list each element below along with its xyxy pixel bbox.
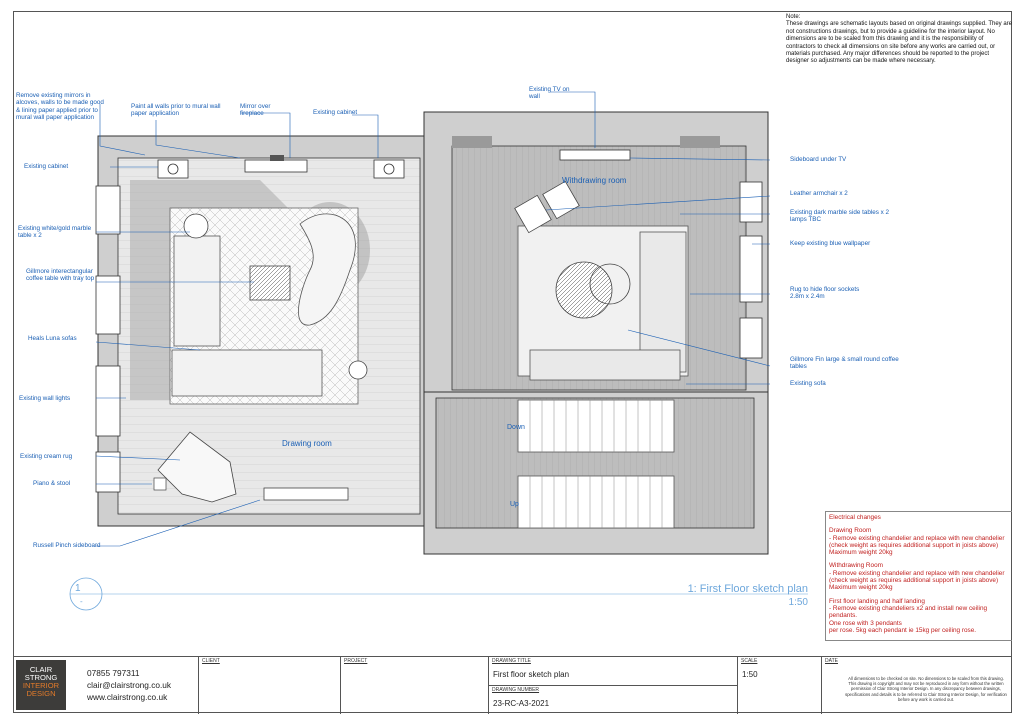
drawing-title-cell: DRAWING TITLE First floor sketch plan DRAWING NUMBER 23-RC-A3-2021 — [488, 657, 737, 714]
drawing-title: First floor sketch plan — [493, 670, 570, 679]
label-blue-wallpaper: Keep existing blue wallpaper — [790, 240, 871, 247]
scale-cell: SCALE 1:50 — [737, 657, 821, 714]
label-paint-walls: Paint all walls prior to mural wall paper application — [131, 103, 221, 118]
electrical-withdrawing-room-text: - Remove existing chandelier and replace with new chandelier (check weight as requires additional support in joists above) Maximum weight 20kg — [829, 569, 1005, 592]
label-marble-table: Existing white/gold marble table x 2 — [18, 225, 92, 240]
landing — [424, 392, 768, 554]
sofa-left — [174, 236, 220, 346]
note-body: These drawings are schematic layouts based on original drawings supplied. They are not constructions drawings, but to provide a guideline for the interior layout. No dimensions are to be scaled from this drawing and it is the responsibility of contractors to check all dimensions on site before any works are carried out, or materials purchased. Any major differences should be reported to the project designer so adjustments can be made where necessary. — [786, 21, 1013, 65]
label-leather-armchair: Leather armchair x 2 — [790, 190, 848, 197]
existing-sofa-bottom — [530, 350, 680, 380]
label-gillmore-coffee: Gillmore interectangular coffee table with tray top — [26, 268, 95, 283]
stair-up-label: Up — [510, 501, 519, 508]
client-cell: CLIENT — [198, 657, 340, 714]
view-number: 1 — [75, 583, 81, 594]
label-remove-mirrors: Remove existing mirrors in alcoves, walls to be made good & lining paper applied prior to mural wall paper application — [16, 92, 104, 122]
mirror — [270, 155, 284, 161]
view-scale: 1:50 — [788, 597, 808, 608]
date-cell: DATE — [821, 657, 1012, 714]
drawing-number: 23-RC-A3-2021 — [493, 699, 550, 708]
cabinet-left — [158, 160, 188, 178]
contact-website[interactable]: www.clairstrong.co.uk — [87, 692, 168, 702]
label-rug-hide: Rug to hide floor sockets 2.8m x 2.4m — [790, 286, 860, 301]
disclaimer: All dimensions to be checked on site. No dimensions to be scaled from this drawing. This drawing is copyright and may not be reproduced in any form without the written permission of Clair Strong Interior Design. In any discrepancy between drawings, specifications and details is to be referred to Clair Strong Interior Design, for verification before any work is carried out. — [845, 676, 1007, 702]
scale-value: 1:50 — [742, 670, 758, 679]
title-block — [13, 656, 1012, 714]
contact-email[interactable]: clair@clairstrong.co.uk — [87, 680, 172, 690]
cabinet-right — [374, 160, 404, 178]
label-existing-sofa: Existing sofa — [790, 380, 826, 387]
sofa-bottom — [172, 350, 322, 396]
note-title: Note: — [786, 14, 801, 20]
russell-pinch-sideboard — [264, 488, 348, 500]
label-sideboard-tv: Sideboard under TV — [790, 156, 847, 163]
electrical-landing-head: First floor landing and half landing — [829, 597, 925, 605]
electrical-title: Electrical changes — [829, 514, 881, 521]
room-name-drawing: Drawing room — [282, 439, 332, 448]
contact-details — [87, 667, 171, 703]
stair-down-label: Down — [507, 424, 525, 431]
marble-table-2 — [349, 361, 367, 379]
label-piano: Piano & stool — [33, 480, 71, 487]
label-russell-pinch: Russell Pinch sideboard — [33, 542, 101, 549]
contact-phone: 07855 797311 — [87, 668, 140, 678]
label-existing-cabinet-left: Existing cabinet — [24, 163, 69, 170]
view-title: 1: First Floor sketch plan — [687, 583, 808, 595]
coffee-table — [250, 266, 290, 300]
tv-sideboard — [560, 150, 630, 160]
label-cream-rug: Existing cream rug — [20, 453, 73, 460]
label-gillmore-fin: Gillmore Fin large & small round coffee tables — [790, 356, 899, 371]
room-name-withdrawing: Withdrawing room — [562, 176, 627, 185]
electrical-changes-box — [825, 511, 1012, 641]
label-heals-sofas: Heals Luna sofas — [28, 335, 77, 342]
view-sub: - — [80, 597, 83, 606]
label-mirror-over: Mirror over fireplace — [240, 103, 271, 118]
company-logo: CLAIR STRONG INTERIOR DESIGN — [16, 660, 66, 710]
fireplace — [245, 160, 307, 172]
label-wall-lights: Existing wall lights — [19, 395, 71, 402]
label-marble-side-tables: Existing dark marble side tables x 2 lamps TBC — [790, 209, 890, 224]
piano-stool — [154, 478, 166, 490]
round-coffee-table-large — [556, 262, 612, 318]
electrical-drawing-room-head: Drawing Room — [829, 527, 872, 535]
electrical-withdrawing-room-head: Withdrawing Room — [829, 562, 883, 570]
project-cell: PROJECT — [340, 657, 488, 714]
electrical-landing-text: - Remove existing chandeliers x2 and install new ceiling pendants. One rose with 3 pendants per rose. 5kg each pendant ie 15kg per ceiling rose. — [829, 604, 988, 634]
electrical-drawing-room-text: - Remove existing chandelier and replace with new chandelier (check weight as requires additional support in joists above) Maximum weight 20kg — [829, 534, 1005, 557]
label-existing-tv: Existing TV on wall — [529, 86, 570, 101]
label-existing-cabinet-top: Existing cabinet — [313, 109, 358, 116]
marble-table-1 — [184, 214, 208, 238]
